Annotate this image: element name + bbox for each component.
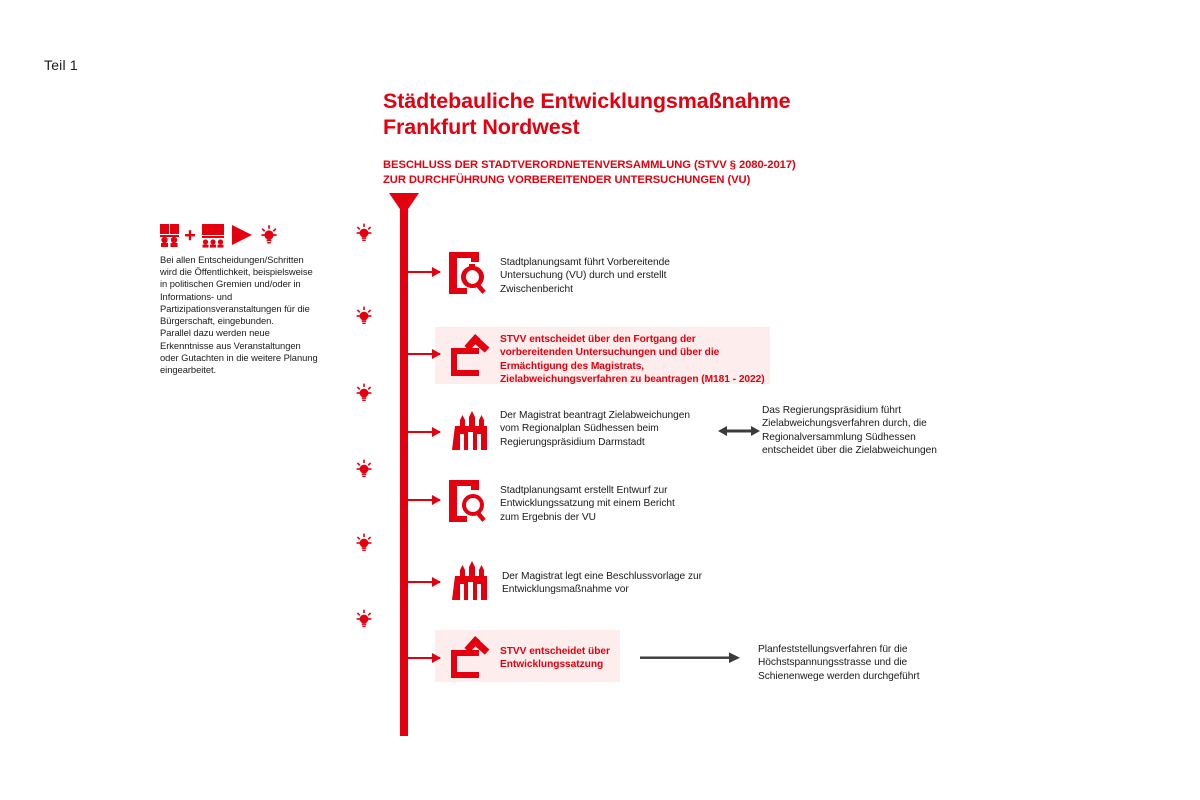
city-hall-icon-5 bbox=[447, 558, 493, 604]
magnifier-document-icon-1 bbox=[445, 250, 491, 296]
connector-1 bbox=[408, 271, 440, 273]
plus-sign bbox=[185, 230, 195, 240]
connector-6 bbox=[400, 657, 440, 659]
double-arrow-3 bbox=[718, 423, 760, 444]
connector-2 bbox=[400, 353, 440, 355]
step-2-text: STVV entscheidet über den Fortgang der vorbereitenden Untersuchungen und über die Ermächtigung des Magistrats, Zielabweichungsverfahren zu beantragen (M181 - 2022) bbox=[500, 334, 765, 386]
legend-paragraph-2: Parallel dazu werden neue Erkenntnisse aus Veranstaltungen oder Gutachten in die weitere Planung eingearbeitet. bbox=[160, 327, 318, 375]
connector-5 bbox=[400, 581, 440, 583]
page-title bbox=[383, 88, 903, 140]
step-3-side-note: Das Regierungspräsidium führt Zielabweichungsverfahren durch, die Regionalversammlung Südhessen entscheidet über die Zielabweichungen bbox=[762, 405, 937, 457]
timeline-axis bbox=[400, 196, 408, 736]
step-5-text: Der Magistrat legt eine Beschlussvorlage zur Entwicklungsmaßnahme vor bbox=[502, 571, 702, 596]
part-label: Teil 1 bbox=[44, 57, 78, 73]
lightbulb-marker-5 bbox=[355, 532, 373, 554]
lightbulb-marker-4 bbox=[355, 458, 373, 480]
subtitle-line-1: BESCHLUSS DER STADTVERORDNETENVERSAMMLUNG (STVV § 2080-2017) bbox=[383, 159, 796, 171]
audience-icon bbox=[202, 224, 224, 248]
step-4-text: Stadtplanungsamt erstellt Entwurf zur Entwicklungssatzung mit einem Bericht zum Ergebnis der VU bbox=[500, 485, 675, 523]
city-hall-icon-3 bbox=[447, 408, 493, 454]
subtitle-line-2: ZUR DURCHFÜHRUNG VORBEREITENDER UNTERSUCHUNGEN (VU) bbox=[383, 173, 751, 186]
page-subtitle bbox=[383, 158, 903, 188]
gavel-icon-6 bbox=[447, 634, 493, 680]
legend-icons-svg bbox=[160, 222, 290, 248]
play-arrow-icon bbox=[232, 225, 252, 245]
step-6-side-note: Planfeststellungsverfahren für die Höchstspannungsstrasse und die Schienenwege werden durchgeführt bbox=[758, 644, 920, 682]
connector-3 bbox=[400, 431, 440, 433]
legend-paragraph-1: Bei allen Entscheidungen/Schritten wird die Öffentlichkeit, beispielsweise in politischen Gremien und/oder in Informations- und Partizipationsveranstaltungen für die Bürgerschaft, eingebunden. bbox=[160, 254, 313, 327]
magnifier-document-icon-4 bbox=[445, 478, 491, 524]
lightbulb-marker-1 bbox=[355, 222, 373, 244]
connector-4 bbox=[408, 499, 440, 501]
lightbulb-marker-3 bbox=[355, 382, 373, 404]
lightbulb-marker-6 bbox=[355, 608, 373, 630]
title-line-1: Städtebauliche Entwicklungsmaßnahme bbox=[383, 89, 791, 113]
lightbulb-marker-2 bbox=[355, 305, 373, 327]
step-6-text: STVV entscheidet über Entwicklungssatzung bbox=[500, 646, 610, 671]
single-arrow-6 bbox=[640, 650, 740, 671]
legend-icon-row bbox=[160, 222, 290, 248]
step-3-text: Der Magistrat beantragt Zielabweichungen vom Regionalplan Südhessen beim Regierungspräsidium Darmstadt bbox=[500, 410, 690, 448]
public-participation-icon bbox=[160, 224, 179, 247]
legend-description bbox=[160, 254, 320, 376]
step-1-text: Stadtplanungsamt führt Vorbereitende Untersuchung (VU) durch und erstellt Zwischenbericht bbox=[500, 257, 670, 295]
gavel-icon-2 bbox=[447, 332, 493, 378]
title-line-2: Frankfurt Nordwest bbox=[383, 115, 580, 140]
lightbulb-icon bbox=[261, 225, 276, 243]
